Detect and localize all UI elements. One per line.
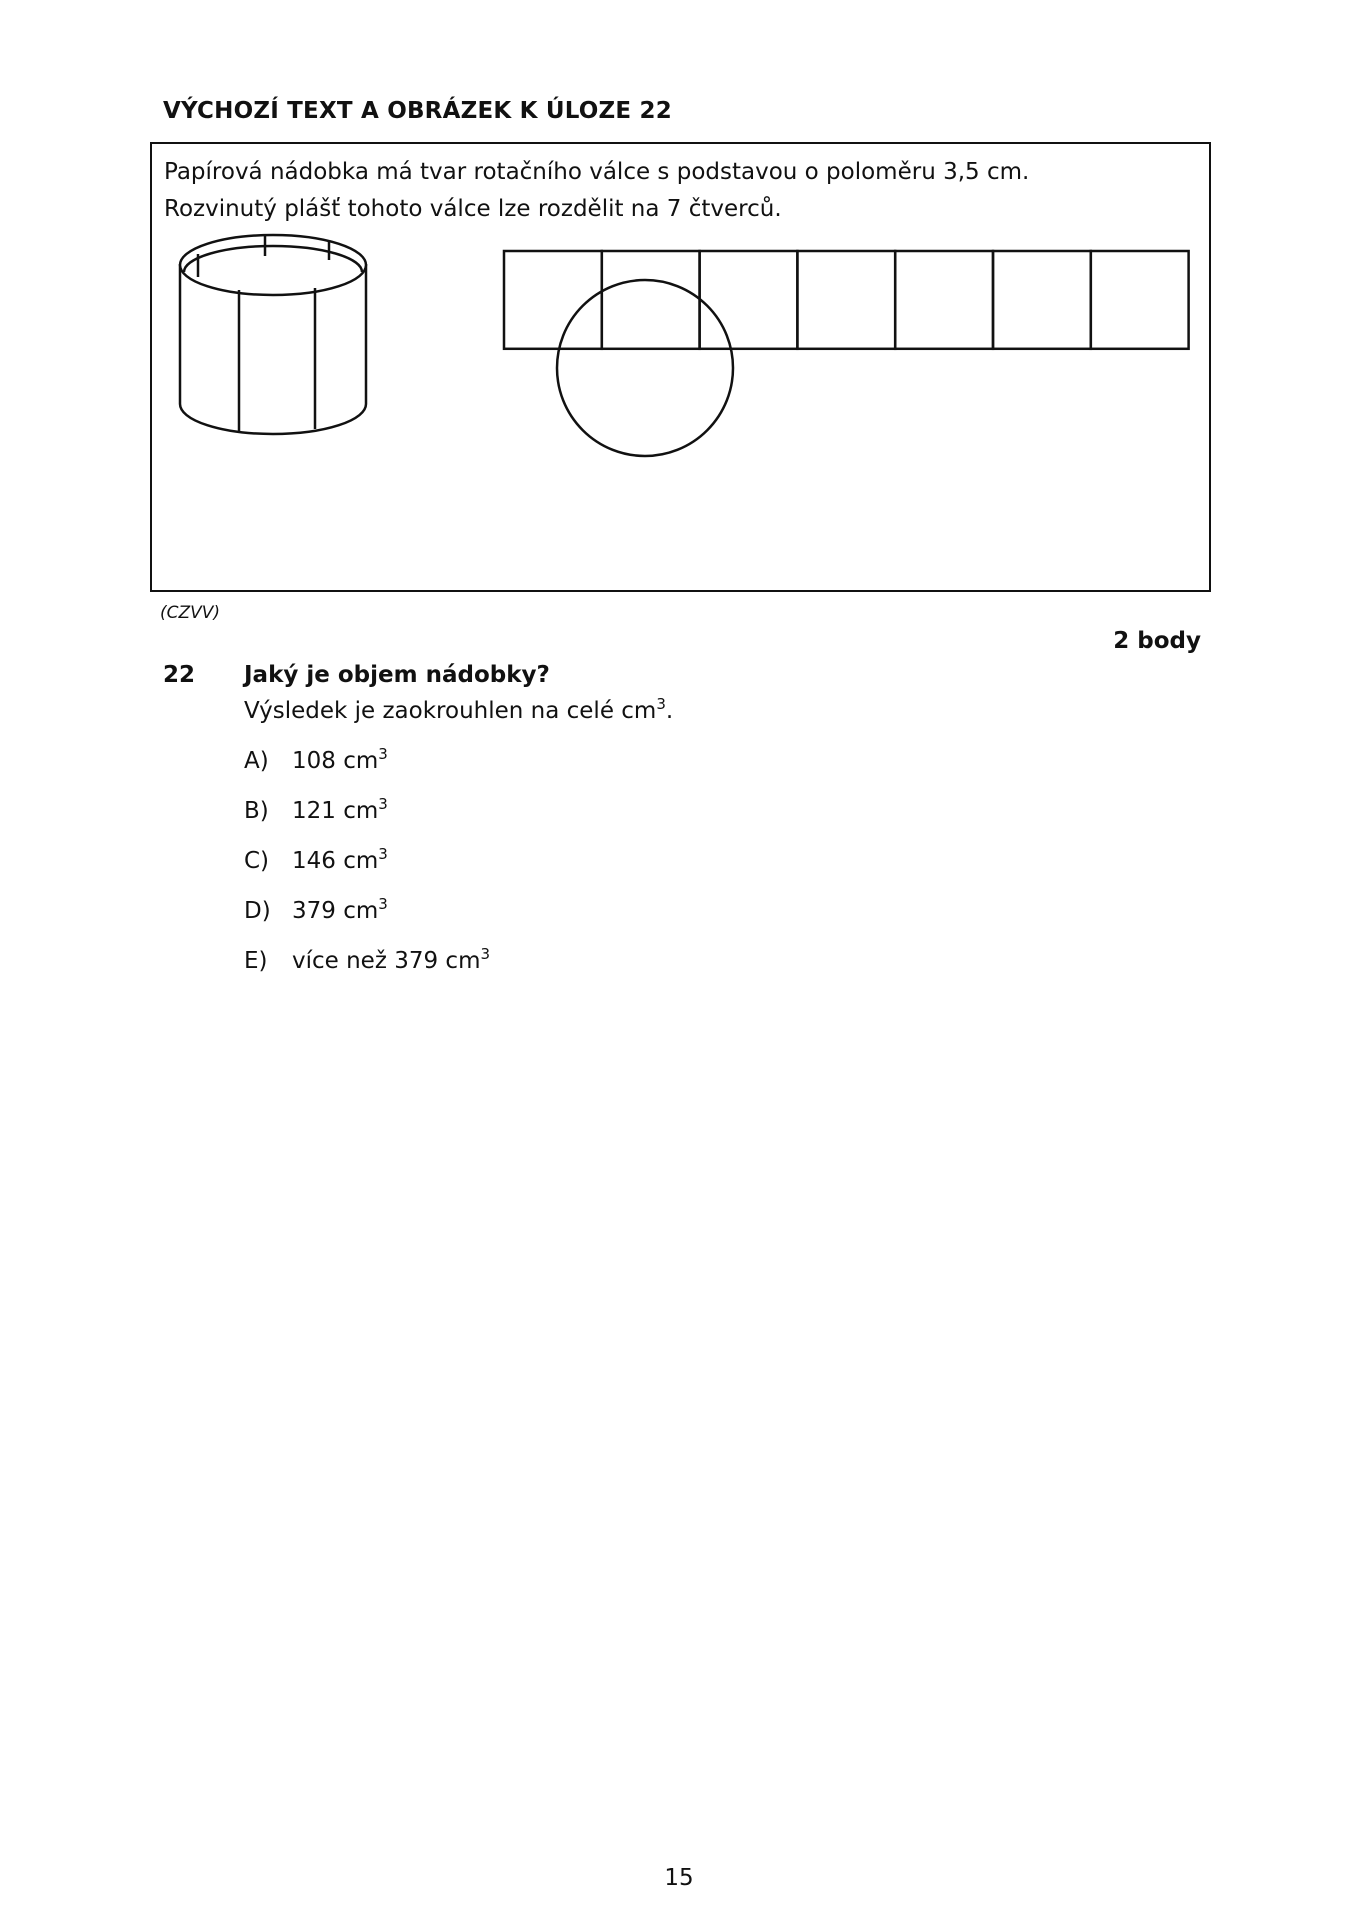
option-e[interactable]: [244, 945, 491, 974]
page-number: 15: [664, 1865, 694, 1891]
option-b[interactable]: [244, 795, 388, 824]
question-text: Jaký je objem nádobky?: [244, 662, 550, 688]
net-square: [895, 251, 993, 349]
problem-text-line-1: Papírová nádobka má tvar rotačního válce s podstavou o poloměru 3,5 cm.: [164, 159, 1030, 185]
cylinder-drawing: [180, 235, 366, 434]
question-subtext-sup: 3: [656, 695, 666, 713]
option-sup: 3: [378, 795, 388, 813]
net-square: [993, 251, 1091, 349]
net-squares: [504, 251, 1189, 349]
problem-box: [150, 142, 1211, 592]
option-letter: B): [244, 798, 269, 824]
question-number: 22: [163, 662, 196, 688]
cylinder-top-rim-outer: [180, 235, 366, 295]
option-sup: 3: [378, 895, 388, 913]
net-square: [1091, 251, 1189, 349]
net-base-circle: [557, 280, 733, 456]
section-heading: VÝCHOZÍ TEXT A OBRÁZEK K ÚLOZE 22: [163, 98, 672, 124]
option-sup: 3: [378, 745, 388, 763]
question-subtext: [244, 695, 674, 724]
option-a[interactable]: [244, 745, 388, 774]
net-square: [602, 251, 700, 349]
net-square: [504, 251, 602, 349]
option-letter: D): [244, 898, 271, 924]
option-d[interactable]: [244, 895, 388, 924]
option-letter: A): [244, 748, 269, 774]
option-c[interactable]: [244, 845, 388, 874]
net-square: [797, 251, 895, 349]
option-letter: C): [244, 848, 270, 874]
option-letter: E): [244, 948, 268, 974]
question-subtext-main: Výsledek je zaokrouhlen na celé cm: [244, 698, 657, 724]
source-label: (CZVV): [160, 603, 221, 623]
option-sup: 3: [480, 945, 491, 963]
option-sup: 3: [378, 845, 388, 863]
points-label: 2 body: [1113, 628, 1201, 654]
option-value: více než 379 cm: [292, 948, 481, 974]
option-value: 146 cm: [292, 848, 379, 874]
option-value: 108 cm: [292, 748, 379, 774]
problem-text-line-2: Rozvinutý plášť tohoto válce lze rozdělit na 7 čtverců.: [164, 196, 782, 222]
question-subtext-end: .: [665, 698, 674, 724]
net-square: [700, 251, 798, 349]
cylinder-figure: [152, 144, 1208, 589]
option-value: 121 cm: [292, 798, 379, 824]
option-value: 379 cm: [292, 898, 379, 924]
